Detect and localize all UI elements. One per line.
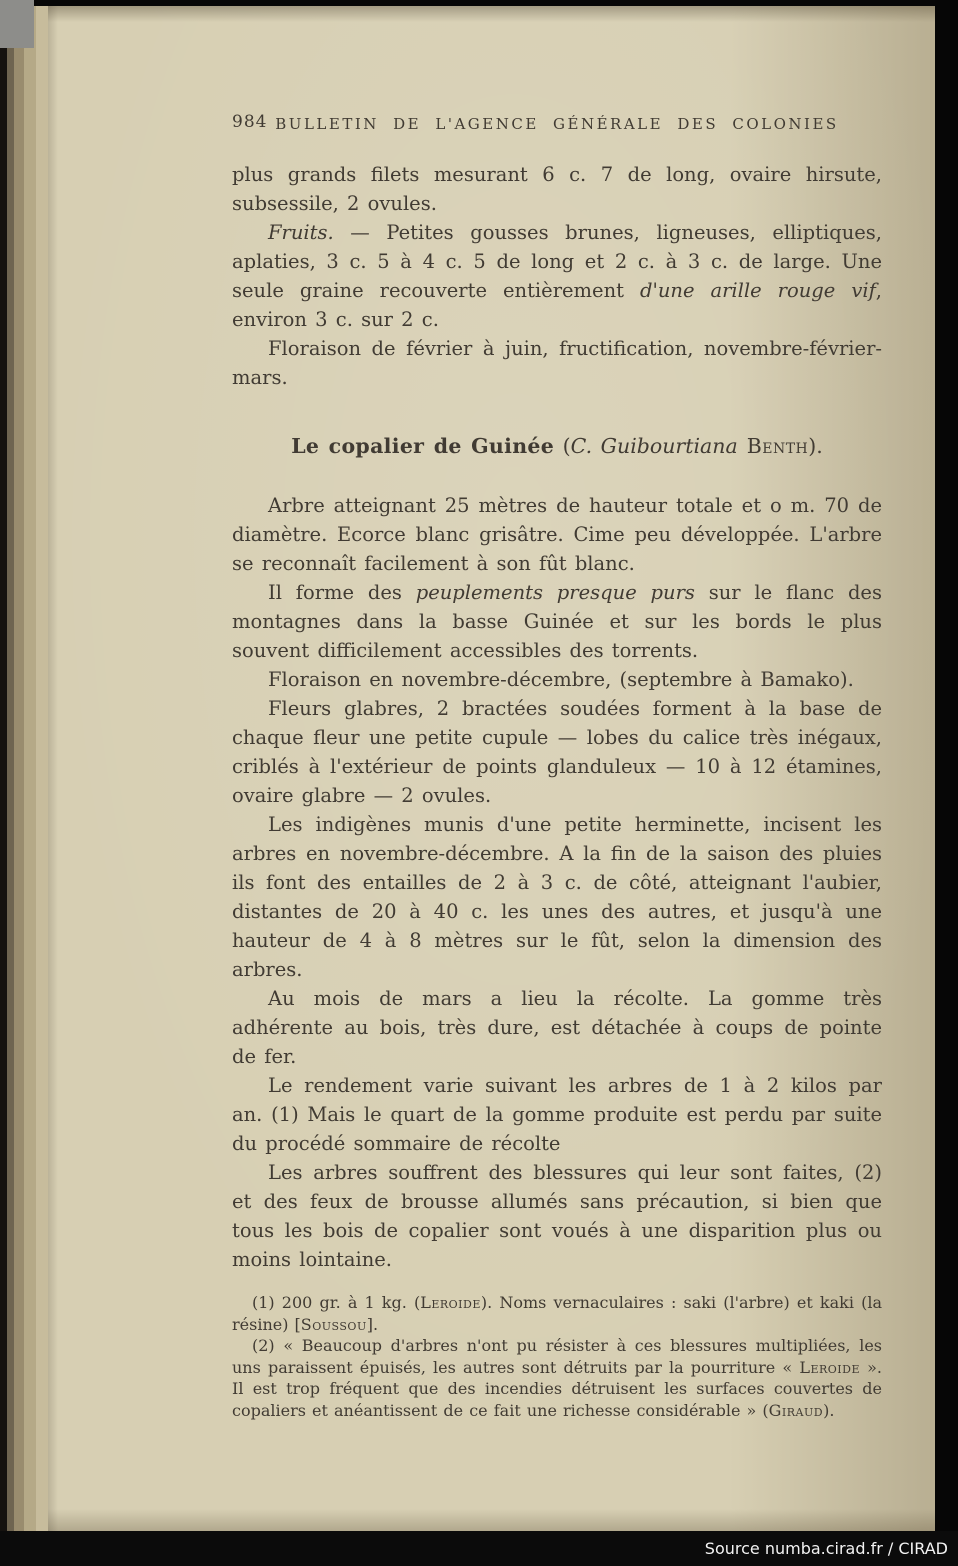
paragraph-text: sur le flanc des montagnes dans la basse Guinée et sur les bords le plus souvent difficilement accessibles des torrents. <box>232 581 882 662</box>
species-name-italic: C. Guibourtiana <box>570 434 738 458</box>
paragraph-text: Les indigènes munis d'une petite herminette, incisent les arbres en novembre-décembre. A la fin de la saison des pluies ils font des entailles de 2 à 3 c. de côté, atteignant l'aubier, distantes de 20 à 40 c. les unes des autres, et jusqu'à une hauteur de 4 à 8 mètres sur le fût, selon la dimension des arbres. <box>232 813 882 981</box>
heading-paren: ( <box>554 434 571 458</box>
paragraph <box>232 665 882 694</box>
footnote-2 <box>232 1335 882 1421</box>
paragraph <box>232 160 882 218</box>
giraud-smallcaps: Giraud <box>768 1400 824 1420</box>
footnotes-block <box>232 1292 882 1421</box>
paragraph-text: — Petites gousses brunes, ligneuses, elliptiques, aplaties, 3 c. 5 à 4 c. 5 de long et 2 c. à 3 c. de large. Une seule graine recouverte entièrement <box>232 221 882 302</box>
leroide-smallcaps: Leroide <box>799 1357 860 1377</box>
footnote-1 <box>232 1292 882 1335</box>
paragraph-text: Floraison en novembre-décembre, (septembre à Bamako). <box>268 668 854 691</box>
page-number: 984 <box>232 112 268 132</box>
paper-page <box>0 6 935 1531</box>
footnote-text: (2) « Beaucoup d'arbres n'ont pu résister à ces blessures multipliées, les uns paraissent épuisés, les autres sont détruits par la pourriture « <box>232 1336 882 1377</box>
arille-italic: d'une arille rouge vif <box>639 279 876 302</box>
paragraph <box>232 694 882 810</box>
paragraph <box>232 1071 882 1158</box>
paragraph <box>232 1158 882 1274</box>
scanner-corner-patch <box>0 0 34 48</box>
journal-title: BULLETIN DE L'AGENCE GÉNÉRALE DES COLONIES <box>275 115 839 133</box>
paragraph-text: Le rendement varie suivant les arbres de 1 à 2 kilos par an. (1) Mais le quart de la gomme produite est perdu par suite du procédé sommaire de récolte <box>232 1074 882 1155</box>
paragraph-text: Il forme des <box>268 581 416 604</box>
authority-smallcaps: Benth <box>737 434 809 458</box>
section-title: Le copalier de Guinée <box>291 434 555 458</box>
source-bar <box>0 1531 958 1566</box>
section-heading <box>232 432 882 461</box>
paragraph-text: Les arbres souffrent des blessures qui leur sont faites, (2) et des feux de brousse allumés sans précaution, si bien que tous les bois de copalier sont voués à une disparition plus ou moins lointaine. <box>232 1161 882 1271</box>
soussou-smallcaps: Soussou <box>300 1314 367 1334</box>
fruits-lead-italic: Fruits. <box>268 221 334 244</box>
heading-paren-close: ). <box>808 434 823 458</box>
running-header <box>232 106 882 132</box>
footnote-text: ]. <box>366 1314 379 1334</box>
footnote-text: ). Noms vernaculaires : saki (l'arbre) et kaki (la résine) [ <box>232 1293 883 1334</box>
paragraph <box>232 334 882 392</box>
paragraph-text: Au mois de mars a lieu la récolte. La gomme très adhérente au bois, très dure, est détachée à coups de pointe de fer. <box>232 987 882 1068</box>
paragraph-text: Arbre atteignant 25 mètres de hauteur totale et o m. 70 de diamètre. Ecorce blanc grisâtre. Cime peu développée. L'arbre se reconnaît facilement à son fût blanc. <box>232 494 882 575</box>
footnote-text: (1) 200 gr. à 1 kg. ( <box>252 1293 421 1312</box>
page-content <box>0 6 935 1421</box>
paragraph <box>232 578 882 665</box>
source-attribution: Source numba.cirad.fr / CIRAD <box>704 1539 948 1558</box>
paragraph <box>232 984 882 1071</box>
paragraph <box>232 218 882 334</box>
leroide-smallcaps: Leroide <box>420 1293 481 1312</box>
paragraph <box>232 810 882 984</box>
footnote-text: ». Il est trop fréquent que des incendies détruisent les surfaces couvertes de copaliers et anéantissent de ce fait une richesse considérable » ( <box>232 1357 882 1420</box>
peuplements-italic: peuplements presque purs <box>415 581 695 604</box>
paragraph-text: Floraison de février à juin, fructification, novembre-février-mars. <box>232 337 882 389</box>
paragraph-text: , environ 3 c. sur 2 c. <box>232 279 882 331</box>
paragraph-text: plus grands filets mesurant 6 c. 7 de long, ovaire hirsute, subsessile, 2 ovules. <box>232 163 882 215</box>
paragraph <box>232 491 882 578</box>
scan-right-black-edge <box>935 0 958 1566</box>
paragraph-text: Fleurs glabres, 2 bractées soudées forment à la base de chaque fleur une petite cupule — lobes du calice très inégaux, criblés à l'extérieur de points glanduleux — 10 à 12 étamines, ovaire glabre — 2 ovules. <box>232 697 882 807</box>
footnote-text: ). <box>823 1400 835 1420</box>
